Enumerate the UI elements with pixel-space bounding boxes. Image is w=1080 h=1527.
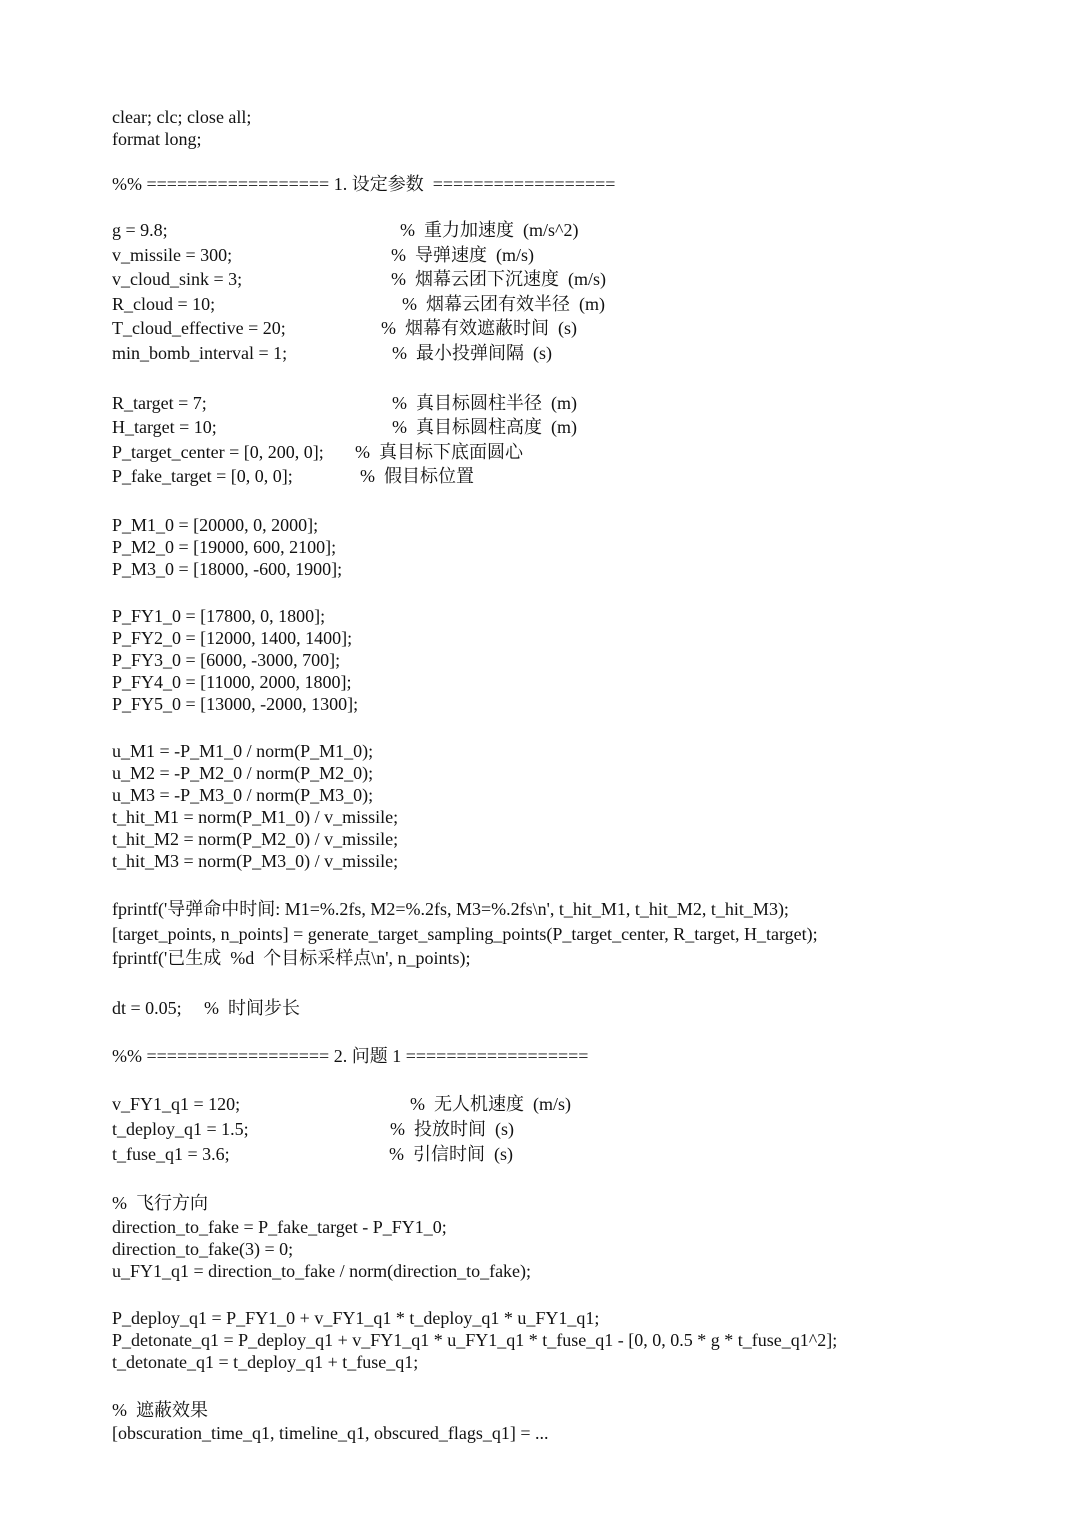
code-line: [target_points, n_points] = generate_target_sampling_points(P_target_center, R_target, H_target); — [112, 923, 818, 944]
code-line: P_deploy_q1 = P_FY1_0 + v_FY1_q1 * t_deploy_q1 * u_FY1_q1; — [112, 1307, 600, 1328]
code-line: u_FY1_q1 = direction_to_fake / norm(direction_to_fake); — [112, 1260, 532, 1281]
code-line: P_FY5_0 = [13000, -2000, 1300]; — [112, 693, 359, 714]
code-line: t_hit_M3 = norm(P_M3_0) / v_missile; — [112, 850, 399, 871]
param-line: H_target = 10; % 真目标圆柱高度 (m) — [112, 417, 577, 438]
param-line: v_FY1_q1 = 120; % 无人机速度 (m/s) — [112, 1094, 571, 1115]
param-line: t_fuse_q1 = 3.6; % 引信时间 (s) — [112, 1143, 513, 1164]
param-line: P_fake_target = [0, 0, 0]; % 假目标位置 — [112, 466, 474, 487]
param-line: v_missile = 300; % 导弹速度 (m/s) — [112, 244, 534, 265]
code-line: t_detonate_q1 = t_deploy_q1 + t_fuse_q1; — [112, 1351, 419, 1372]
code-line: direction_to_fake(3) = 0; — [112, 1238, 294, 1259]
code-line: P_M1_0 = [20000, 0, 2000]; — [112, 514, 319, 535]
code-line: dt = 0.05; % 时间步长 — [112, 997, 300, 1018]
param-line: P_target_center = [0, 200, 0]; % 真目标下底面圆心 — [112, 441, 523, 462]
code-document — [112, 106, 1012, 1444]
code-line: u_M3 = -P_M3_0 / norm(P_M3_0); — [112, 784, 374, 805]
param-line: g = 9.8; % 重力加速度 (m/s^2) — [112, 220, 579, 240]
code-line: [obscuration_time_q1, timeline_q1, obscured_flags_q1] = ... — [112, 1423, 549, 1444]
code-line: P_detonate_q1 = P_deploy_q1 + v_FY1_q1 * u_FY1_q1 * t_fuse_q1 - [0, 0, 0.5 * g * t_fuse_q1^2]; — [112, 1329, 838, 1350]
param-line: R_target = 7; % 真目标圆柱半径 (m) — [112, 392, 577, 413]
code-line: direction_to_fake = P_fake_target - P_FY1_0; — [112, 1216, 447, 1237]
code-line: fprintf('已生成 %d 个目标采样点\n', n_points); — [112, 948, 471, 969]
section-header-2: %% ================== 2. 问题 1 ================== — [112, 1046, 589, 1067]
code-line: clear; clc; close all; — [112, 107, 252, 127]
code-line: u_M2 = -P_M2_0 / norm(P_M2_0); — [112, 762, 374, 783]
comment-line: % 遮蔽效果 — [112, 1399, 208, 1420]
param-line: T_cloud_effective = 20; % 烟幕有效遮蔽时间 (s) — [112, 318, 577, 339]
code-line: format long; — [112, 129, 202, 149]
param-line: v_cloud_sink = 3; % 烟幕云团下沉速度 (m/s) — [112, 269, 606, 290]
param-line: R_cloud = 10; % 烟幕云团有效半径 (m) — [112, 293, 605, 314]
code-line: u_M1 = -P_M1_0 / norm(P_M1_0); — [112, 740, 374, 761]
section-header-1: %% ================== 1. 设定参数 ================== — [112, 174, 616, 194]
code-line: t_hit_M1 = norm(P_M1_0) / v_missile; — [112, 806, 399, 827]
comment-line: % 飞行方向 — [112, 1193, 208, 1214]
code-line: P_M2_0 = [19000, 600, 2100]; — [112, 536, 337, 557]
param-line: t_deploy_q1 = 1.5; % 投放时间 (s) — [112, 1118, 514, 1139]
code-line: P_FY4_0 = [11000, 2000, 1800]; — [112, 671, 352, 692]
param-line: min_bomb_interval = 1; % 最小投弹间隔 (s) — [112, 342, 552, 363]
code-line: t_hit_M2 = norm(P_M2_0) / v_missile; — [112, 828, 399, 849]
code-line: P_FY1_0 = [17800, 0, 1800]; — [112, 605, 326, 626]
code-line: P_M3_0 = [18000, -600, 1900]; — [112, 558, 343, 579]
code-line: P_FY2_0 = [12000, 1400, 1400]; — [112, 627, 353, 648]
code-line: P_FY3_0 = [6000, -3000, 700]; — [112, 649, 341, 670]
code-line: fprintf('导弹命中时间: M1=%.2fs, M2=%.2fs, M3=%.2fs\n', t_hit_M1, t_hit_M2, t_hit_M3); — [112, 898, 789, 919]
